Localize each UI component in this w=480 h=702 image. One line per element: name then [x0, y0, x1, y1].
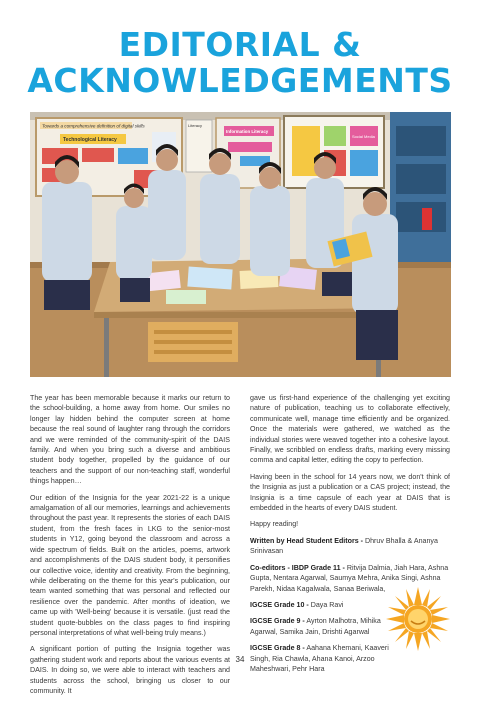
credit-co-editors: Co-editors - IBDP Grade 11 - Ritvija Dalmia, Jiah Hara, Ashna Gupta, Nentara Agarwal, Saumya Mehra, Anika Singi, Ashna Parekh, Nidaa Kagalwala, Sanaa Beriwala,: [250, 563, 449, 593]
credit-head-editors: Written by Head Student Editors - Dhruv Bhalla & Ananya Srinivasan: [250, 536, 438, 556]
editorial-paragraph-1: The year has been memorable because it marks our return to the school-building, a home away from home. Our smiles no longer lay hidden behind the computer screen at home because the real sound of laughter rang through the corridors and we were reminded of the community-spirit of the DAIS family. And when you bring such a diverse and ambitious student body together, propelled by the guidance of our teachers and the support of our non-teaching staff, wonderful things happen…: [30, 394, 230, 486]
page-title-line-2: ACKNOWLEDGEMENTS: [27, 61, 453, 100]
poster-label-social: Social Media: [352, 134, 375, 139]
poster-label-tech: Technological Literacy: [63, 137, 117, 143]
editorial-paragraph-4: gave us first-hand experience of the challenging yet exciting nature of publication, teaching us to collaborate effectively, communicate well, manage time efficiently and be organized. Once the materials were gathered, we watched as the individual stories were weaved together into a cohesive layout. Finally, we scribbled on endless drafts, marking every missing comma and capital letter, editing the copy to perfection.: [250, 394, 450, 465]
poster-label-info: Information Literacy: [226, 129, 269, 134]
poster-caption: Towards a comprehensive definition of digital skills: [42, 123, 145, 129]
happy-reading: Happy reading!: [250, 520, 299, 529]
sun-logo-icon: [384, 585, 452, 653]
page-title-line-1: EDITORIAL &: [118, 25, 362, 64]
editorial-paragraph-3: A significant portion of putting the Insignia together was gathering student work and reports about the various events at DAIS. In doing so, we were able to interact with teachers and students across the school, bringing us closer to our community. It: [30, 645, 230, 695]
credit-grade-8: IGCSE Grade 8 - Aahana Khemani, Kaaveri Singh, Ria Chawla, Ahana Kanoi, Arzoo Maheshwari, Pehr Hara: [250, 644, 389, 673]
editorial-paragraph-5: Having been in the school for 14 years now, we don't think of the Insignia as just a publication or a CAS project; instead, the Insignia is a time capsule of each year at DAIS that is embedded in the hearts of every DAIS student.: [250, 472, 450, 513]
poster-label-literacy: Literacy: [188, 123, 203, 128]
credit-grade-9: IGCSE Grade 9 - Ayrton Malhotra, Mihika Agarwal, Samika Jain, Drishti Agarwal: [250, 617, 381, 636]
credit-grade-10: IGCSE Grade 10 - Daya Ravi: [250, 600, 344, 609]
photo-illustration: [30, 112, 451, 377]
classroom-photo: [30, 112, 451, 377]
editorial-paragraph-2: Our edition of the Insignia for the year 2021-22 is a unique amalgamation of all our memories, learnings and achievements throughout the past year. It represents the stories of each DAIS student, from the fresh faces in LKG to the senior-most students in Y12, going beyond the classroom and across a wide spectrum of fields. Built on the articles, poems, artwork and accomplishments of the DAIS student body, it personifies our collective voice, identity and creativity. From the beginning, while deliberating on the theme for this year's publication, our team wanted something that was personal and reflected our resilience over the pandemic. After months of ideation, we came up with 'Well-being' because it is versatile. (just read the student quote-bubbles on the class pages to find inspiring personal interpretations of what well-being truly means.): [30, 493, 230, 637]
page-number: 34: [235, 655, 245, 664]
